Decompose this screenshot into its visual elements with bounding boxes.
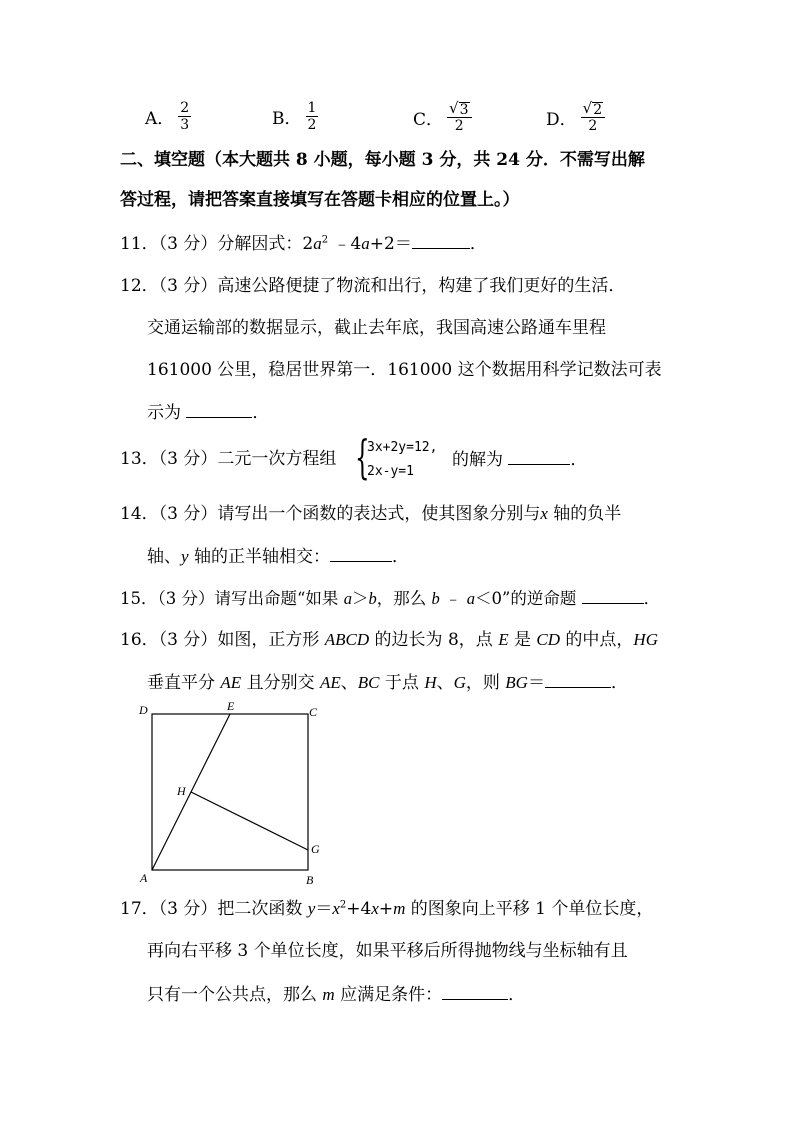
section-title-line-1: 二、填空题（本大题共 8 小题，每小题 3 分，共 24 分．不需写出解 [120,150,645,170]
question-text: ． [570,450,588,470]
question-15 [120,587,660,610]
question-12-line-4 [147,401,269,424]
answer-blank[interactable] [545,671,611,688]
label-a: A [140,871,148,885]
question-text: 的边长为 8，点 [369,630,499,650]
question-number: 11． [120,234,159,254]
question-text: +4 [346,899,372,919]
question-number: 15． [120,589,158,608]
var-h: H [424,673,437,692]
question-text: ． [643,589,661,608]
label-e: E [227,699,235,713]
answer-blank[interactable] [412,232,470,249]
question-text: ． [252,403,270,423]
question-text: ． [610,673,628,693]
option-c-label: C． [413,109,444,130]
question-text: +2＝ [369,234,412,254]
option-d-fraction [581,100,605,134]
question-text: ﹣4 [328,234,362,254]
question-text: （3 分）高速公路便捷了物流和出行，构建了我们更好的生活． [158,276,626,296]
section-title-line-2: 答过程，请把答案直接填写在答题卡相应的位置上。） [120,190,520,210]
label-g: G [311,842,320,856]
option-a-fraction [178,100,191,133]
question-17-line-3 [147,983,525,1006]
question-16-line-2 [147,671,628,694]
question-text: ，那么 [376,589,432,608]
var-abcd: ABCD [324,630,370,649]
question-text: （3 分）请写出一个函数的表达式，使其图象分别与 [158,504,541,524]
question-text: + [378,899,394,919]
option-b [272,100,318,133]
fraction-numerator: √ 2 [581,100,605,118]
answer-blank[interactable] [330,545,392,562]
question-text: （3 分）如图，正方形 [158,630,325,650]
equation-2: 2x-y=1 [367,464,414,479]
radicand: 3 [459,102,469,118]
question-number: 12． [120,276,159,296]
question-14-line-2 [147,545,409,568]
answer-blank[interactable] [508,448,570,465]
question-text: （3 分）把二次函数 [158,899,308,919]
question-number: 16． [120,630,159,650]
question-text: 、 [340,673,358,693]
question-text: ＜0”的逆命题 [474,589,577,608]
question-17-line-2: 再向右平移 3 个单位长度，如果平移后所得抛物线与坐标轴有且 [147,941,628,961]
question-text: 于点 [379,673,425,693]
question-text: （3 分）请写出命题“如果 [157,589,344,608]
question-text: 轴、 [147,547,181,567]
var-bg: BG [505,673,528,692]
var-m: m [393,899,406,918]
question-text: 轴的正半轴相交： [188,547,330,567]
option-d [546,100,605,134]
fraction-denominator: 2 [454,118,464,134]
var-m: m [322,985,335,1004]
option-b-fraction [306,100,319,133]
fraction-denominator: 2 [307,117,317,133]
question-12-line-1 [120,275,625,297]
option-b-label: B． [272,109,302,129]
question-16-line-1 [120,629,658,651]
fraction-numerator: 1 [307,100,317,116]
option-c [413,100,472,134]
option-d-label: D． [546,109,577,130]
var-e: E [498,630,509,649]
exponent: 2 [321,234,329,246]
question-text: ． [391,547,409,567]
question-text: 是 [508,630,537,650]
question-text: 的中点， [560,630,634,650]
square-abcd [152,714,308,870]
question-13 [120,448,336,470]
segment-hg [191,792,308,850]
answer-blank[interactable] [442,983,508,1000]
question-text: ，则 [465,673,506,693]
var-x: x [332,899,340,918]
question-text: 且分别交 [241,673,320,693]
question-text: ＞ [351,589,369,608]
question-text: ． [508,985,526,1005]
question-text: 、 [436,673,454,693]
exponent: 2 [339,899,347,911]
radicand: 2 [593,102,603,118]
option-a-label: A． [145,109,175,129]
question-13-tail [452,448,587,471]
equation-system [355,430,455,484]
question-17-line-1 [120,898,653,920]
geometry-figure [130,698,330,888]
var-cd: CD [536,630,561,649]
var-a: a [466,589,475,608]
var-g: G [453,673,466,692]
var-ae: AE [220,673,242,692]
question-text: ＝ [315,899,333,919]
var-b: b [431,589,440,608]
brace-icon: { [355,430,370,484]
label-h: H [177,784,186,798]
question-12-line-3: 161000 公里，稳居世界第一．161000 这个数据用科学记数法可表 [147,360,662,380]
var-y: y [307,899,316,918]
question-number: 17． [120,899,159,919]
question-text: 应满足条件： [334,985,443,1005]
question-text: 垂直平分 [147,673,221,693]
answer-blank[interactable] [186,401,252,418]
label-d: D [139,703,148,717]
question-text: （3 分）分解因式：2 [158,234,314,254]
fraction-numerator: √ 3 [447,100,471,118]
equation-1: 3x+2y=12, [367,440,438,455]
label-c: C [309,705,318,719]
option-a [145,100,191,133]
var-b: b [368,589,377,608]
label-b: B [306,873,314,887]
option-c-fraction [447,100,471,134]
var-y: y [181,547,189,566]
fraction-denominator: 2 [588,118,598,134]
var-a: a [361,234,370,253]
var-a: a [343,589,352,608]
var-a: a [313,234,322,253]
question-text: ＝ [527,673,545,693]
var-hg: HG [633,630,658,649]
question-text: 轴的负半 [547,504,622,524]
answer-blank[interactable] [582,587,644,604]
question-text: ﹣ [439,589,467,608]
var-bc: BC [357,673,380,692]
var-ae: AE [320,673,341,692]
question-text: 的解为 [452,450,503,470]
fraction-denominator: 3 [180,117,190,133]
question-11 [120,232,487,255]
question-14-line-1 [120,503,621,525]
question-number: 13． [120,449,159,469]
question-text: 只有一个公共点，那么 [147,985,323,1005]
var-x: x [371,899,379,918]
question-text: ． [469,234,487,254]
var-x: x [540,504,548,523]
question-text: 的图象向上平移 1 个单位长度， [405,899,654,919]
question-text: （3 分）二元一次方程组 [158,449,337,469]
question-number: 14． [120,504,159,524]
question-text: 示为 [147,403,181,423]
question-12-line-2: 交通运输部的数据显示，截止去年底，我国高速公路通车里程 [147,318,606,338]
fraction-numerator: 2 [180,100,190,116]
